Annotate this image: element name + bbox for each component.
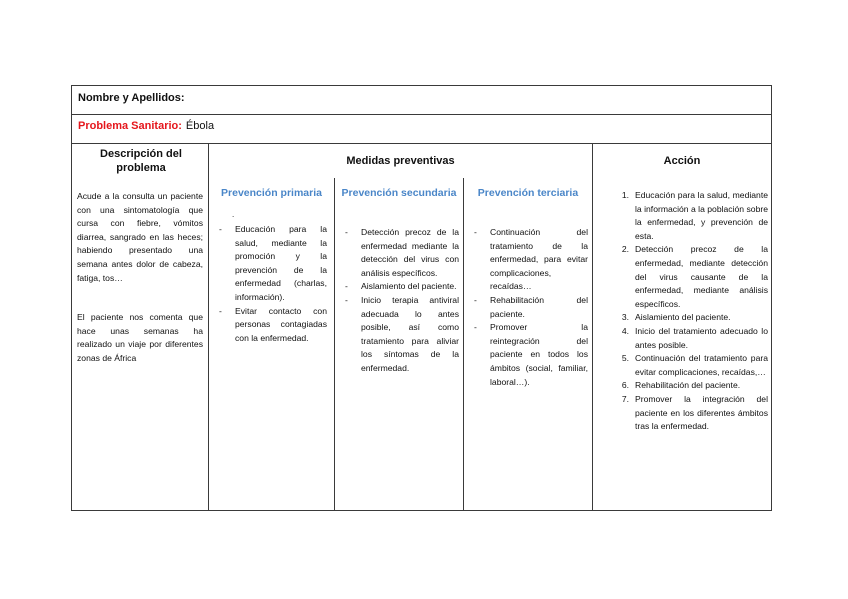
dash-marker: -	[345, 281, 348, 292]
list-item	[621, 379, 768, 393]
list-item	[345, 280, 459, 294]
row-divider	[72, 114, 771, 115]
number-marker: 7.	[621, 393, 629, 404]
list-item-text: Promover la integración del paciente en los diferentes ámbitos tras la enfermedad.	[635, 393, 768, 432]
number-marker: 5.	[621, 353, 629, 364]
number-marker: 3.	[621, 312, 629, 323]
description-paragraph: El paciente nos comenta que hace unas semanas ha realizado un viaje por diferentes zonas de África	[77, 312, 203, 363]
description-paragraph: Acude a la consulta un paciente con una sintomatología que cursa con fiebre, vómitos diarrea, sangrado en las heces; habiendo presentado una semana antes dolor de cabeza, fatiga, tos…	[77, 191, 203, 283]
stray-dot: .	[232, 210, 235, 219]
list-item-text: Detección precoz de la enfermedad, mediante detección del virus causante de la enfermedad, mediante análisis específicos.	[635, 244, 768, 309]
action-list	[621, 189, 768, 434]
list-item	[474, 226, 588, 294]
number-marker: 2.	[621, 244, 629, 255]
number-marker: 6.	[621, 380, 629, 391]
tertiary-prevention-list	[474, 226, 588, 389]
list-item-text: Inicio terapia antiviral adecuada lo antes posible, así como tratamiento para aliviar los síntomas de la enfermedad.	[361, 294, 459, 373]
list-item-text: Continuación del tratamiento para evitar complicaciones, recaídas,…	[635, 353, 768, 377]
row-divider	[72, 143, 771, 144]
list-item	[621, 352, 768, 379]
problem-row	[78, 120, 214, 133]
problem-label: Problema Sanitario:	[78, 120, 182, 132]
form-table	[71, 85, 772, 511]
dash-marker: -	[219, 224, 222, 234]
tertiary-prevention-heading: Prevención terciaria	[477, 187, 579, 199]
number-marker: 4.	[621, 325, 629, 336]
list-item	[474, 321, 588, 389]
list-item	[621, 243, 768, 311]
list-item-text: Detección precoz de la enfermedad mediante la detección del virus con análisis específicos.	[361, 227, 459, 278]
list-item-text: Aislamiento del paciente.	[635, 312, 731, 323]
list-item	[345, 226, 459, 280]
list-item-text: Evitar contacto con personas contagiadas con la enfermedad.	[235, 305, 327, 343]
dash-marker: -	[219, 305, 222, 316]
dash-marker: -	[345, 227, 348, 237]
number-marker: 1.	[621, 190, 629, 200]
list-item-text: Educación para la salud, mediante la información a la población sobre la enfermedad, y prevención de esta.	[635, 190, 768, 241]
dash-marker: -	[345, 294, 348, 305]
list-item-text: Inicio del tratamiento adecuado lo antes posible.	[635, 325, 768, 350]
list-item	[621, 189, 768, 243]
secondary-prevention-list	[345, 226, 459, 376]
column-divider	[592, 143, 593, 510]
problem-value: Ébola	[185, 120, 215, 132]
primary-prevention-list	[219, 223, 327, 345]
list-item-text: Continuación del tratamiento de la enfermedad, para evitar complicaciones, recaídas…	[490, 227, 588, 292]
list-item-text: Promover la reintegración del paciente en todos los ámbitos (social, familiar, laboral…).	[490, 322, 588, 387]
dash-marker: -	[474, 322, 477, 333]
list-item	[474, 294, 588, 321]
list-item-text: Rehabilitación del paciente.	[635, 380, 741, 391]
list-item	[219, 223, 327, 305]
list-item-text: Rehabilitación del paciente.	[490, 294, 588, 319]
primary-prevention-heading: Prevención primaria	[221, 187, 322, 199]
list-item	[621, 393, 768, 434]
name-label: Nombre y Apellidos:	[78, 92, 185, 104]
column-divider	[463, 178, 464, 510]
dash-marker: -	[474, 294, 477, 305]
list-item	[345, 294, 459, 376]
list-item-text: Aislamiento del paciente.	[361, 281, 457, 292]
list-item	[621, 311, 768, 325]
action-heading: Acción	[663, 155, 701, 167]
list-item	[219, 305, 327, 346]
column-divider	[334, 178, 335, 510]
secondary-prevention-heading: Prevención secundaria	[341, 187, 457, 199]
dash-marker: -	[474, 227, 477, 237]
list-item	[621, 325, 768, 352]
description-heading: Descripción del problema	[100, 148, 182, 174]
list-item-text: Educación para la salud, mediante la promoción y la prevención de la enfermedad (charlas, información).	[235, 224, 327, 302]
measures-heading: Medidas preventivas	[346, 155, 455, 167]
